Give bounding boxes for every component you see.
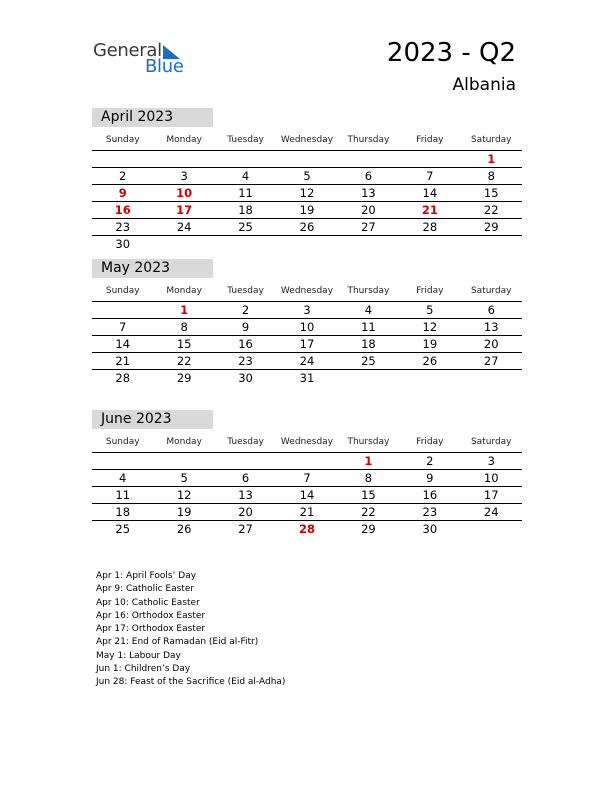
weekday-label: Wednesday: [280, 135, 334, 145]
day-cell: 15: [361, 488, 376, 502]
day-cell: 18: [238, 203, 253, 217]
holiday-note: Jun 1: Children’s Day: [96, 664, 191, 675]
holiday-day-cell: 1: [487, 152, 496, 166]
logo-general-text: General: [93, 40, 162, 61]
day-cell: [276, 453, 337, 469]
day-cell: 14: [115, 337, 131, 351]
holiday-note: Apr 10: Catholic Easter: [96, 597, 200, 608]
month-calendar: [92, 108, 522, 252]
day-cell: [338, 236, 399, 252]
weekday-label: Saturday: [470, 286, 512, 296]
day-cell: 26: [422, 354, 438, 368]
day-cell: 13: [238, 488, 253, 502]
week-row: [92, 504, 522, 521]
day-cell: 13: [483, 320, 499, 334]
weekday-label: Sunday: [105, 286, 140, 296]
weekday-label: Thursday: [347, 286, 390, 296]
day-cell: 16: [422, 488, 438, 502]
day-cell: 30: [115, 237, 131, 251]
day-cell: 17: [299, 337, 315, 351]
page-title: 2023 - Q2: [386, 38, 516, 68]
day-cell: 4: [119, 471, 127, 485]
weekday-header-row: [92, 281, 522, 302]
day-cell: 11: [238, 186, 253, 200]
week-row: [92, 470, 522, 487]
holiday-day-cell: 21: [421, 203, 438, 217]
weekday-label: Thursday: [347, 437, 390, 447]
holiday-day-cell: 17: [176, 203, 193, 217]
day-cell: 18: [361, 337, 376, 351]
day-cell: 27: [483, 354, 499, 368]
day-cell: 8: [364, 471, 373, 485]
day-cell: 7: [303, 471, 311, 485]
week-row: [92, 521, 522, 537]
weekday-label: Monday: [166, 286, 202, 296]
day-cell: 30: [238, 371, 253, 385]
day-cell: 2: [241, 303, 250, 317]
holiday-day-cell: 1: [180, 303, 189, 317]
day-cell: 4: [364, 303, 373, 317]
day-cell: 29: [361, 522, 376, 536]
month-title: June 2023: [92, 410, 213, 429]
holiday-note: Jun 28: Feast of the Sacrifice (Eid al-Adha): [96, 677, 286, 688]
day-cell: [92, 151, 153, 167]
month-calendar: [92, 259, 522, 386]
day-cell: 7: [119, 320, 127, 334]
weekday-label: Monday: [166, 437, 202, 447]
weekday-label: Saturday: [470, 437, 512, 447]
day-cell: 10: [483, 471, 499, 485]
day-cell: 29: [483, 220, 499, 234]
week-row: [92, 453, 522, 470]
day-cell: [461, 236, 522, 252]
week-row: [92, 202, 522, 219]
day-cell: 3: [180, 169, 188, 183]
weekday-label: Friday: [416, 437, 444, 447]
day-cell: 26: [299, 220, 315, 234]
holiday-note: May 1: Labour Day: [96, 650, 181, 661]
week-row: [92, 336, 522, 353]
day-cell: 23: [422, 505, 438, 519]
day-cell: [92, 302, 153, 318]
day-cell: 12: [176, 488, 192, 502]
day-cell: 26: [176, 522, 192, 536]
holiday-day-cell: 28: [298, 522, 315, 536]
logo: [93, 40, 193, 80]
day-cell: 12: [422, 320, 438, 334]
day-cell: 19: [176, 505, 192, 519]
day-cell: 18: [115, 505, 131, 519]
day-cell: 8: [180, 320, 188, 334]
day-cell: 2: [426, 454, 434, 468]
day-cell: 14: [299, 488, 315, 502]
day-cell: 5: [426, 303, 434, 317]
day-cell: 7: [426, 169, 434, 183]
weekday-label: Saturday: [470, 135, 512, 145]
holiday-note: Apr 16: Orthodox Easter: [96, 610, 206, 621]
holiday-note: Apr 21: End of Ramadan (Eid al-Fitr): [96, 637, 259, 648]
weekday-label: Sunday: [105, 437, 140, 447]
day-cell: [399, 370, 460, 386]
holiday-day-cell: 16: [114, 203, 131, 217]
day-cell: 6: [487, 303, 495, 317]
day-cell: [153, 236, 214, 252]
day-cell: [461, 521, 522, 537]
day-cell: [153, 151, 214, 167]
week-row: [92, 487, 522, 504]
day-cell: 24: [299, 354, 315, 368]
holiday-note: Apr 17: Orthodox Easter: [96, 624, 206, 635]
day-cell: 30: [422, 522, 438, 536]
holiday-note: Apr 1: April Fools’ Day: [96, 571, 197, 581]
day-cell: 25: [115, 522, 131, 536]
day-cell: 24: [483, 505, 499, 519]
day-cell: [338, 370, 399, 386]
day-cell: 11: [115, 488, 131, 502]
day-cell: 27: [361, 220, 376, 234]
day-cell: [215, 236, 276, 252]
week-row: [92, 370, 522, 386]
day-cell: 14: [422, 186, 438, 200]
day-cell: 11: [361, 320, 376, 334]
day-cell: 9: [241, 320, 250, 334]
week-row: [92, 319, 522, 336]
weekday-header-row: [92, 130, 522, 151]
day-cell: 25: [361, 354, 376, 368]
day-cell: 27: [238, 522, 253, 536]
day-cell: [215, 453, 276, 469]
day-cell: [153, 453, 214, 469]
weekday-label: Sunday: [105, 135, 140, 145]
day-cell: 10: [299, 320, 315, 334]
holiday-notes: [96, 570, 285, 690]
day-cell: 5: [303, 169, 311, 183]
day-cell: [338, 151, 399, 167]
day-cell: [399, 236, 460, 252]
weekday-header-row: [92, 432, 522, 453]
month-calendar: [92, 410, 522, 537]
weekday-label: Friday: [416, 135, 444, 145]
day-cell: 22: [361, 505, 376, 519]
day-cell: 9: [426, 471, 434, 485]
day-cell: 20: [238, 505, 253, 519]
day-cell: 23: [238, 354, 253, 368]
day-cell: 4: [241, 169, 250, 183]
country-name: Albania: [452, 75, 516, 95]
day-cell: 5: [180, 471, 188, 485]
holiday-day-cell: 9: [118, 186, 127, 200]
day-cell: 12: [299, 186, 315, 200]
day-cell: 23: [115, 220, 131, 234]
month-title: April 2023: [92, 108, 213, 127]
logo-blue-text: Blue: [145, 56, 184, 77]
day-cell: 25: [238, 220, 253, 234]
weekday-label: Tuesday: [227, 286, 264, 296]
week-row: [92, 353, 522, 370]
weekday-label: Friday: [416, 286, 444, 296]
week-row: [92, 168, 522, 185]
day-cell: 6: [241, 471, 250, 485]
day-cell: 19: [422, 337, 438, 351]
weekday-label: Tuesday: [227, 135, 264, 145]
day-cell: 3: [487, 454, 495, 468]
day-cell: 3: [303, 303, 311, 317]
weekday-label: Monday: [166, 135, 202, 145]
day-cell: 22: [483, 203, 499, 217]
week-row: [92, 219, 522, 236]
holiday-note: Apr 9: Catholic Easter: [96, 584, 195, 595]
day-cell: 15: [483, 186, 499, 200]
day-cell: [399, 151, 460, 167]
day-cell: 31: [299, 371, 315, 385]
day-cell: 6: [364, 169, 373, 183]
day-cell: 20: [361, 203, 376, 217]
day-cell: [215, 151, 276, 167]
day-cell: 22: [176, 354, 192, 368]
month-title: May 2023: [92, 259, 213, 278]
holiday-day-cell: 1: [364, 454, 373, 468]
day-cell: 8: [487, 169, 495, 183]
day-cell: 15: [176, 337, 192, 351]
day-cell: 24: [176, 220, 192, 234]
day-cell: 13: [361, 186, 376, 200]
week-row: [92, 185, 522, 202]
week-row: [92, 151, 522, 168]
day-cell: 16: [238, 337, 253, 351]
day-cell: [276, 236, 337, 252]
day-cell: [92, 453, 153, 469]
weekday-label: Wednesday: [280, 437, 334, 447]
weekday-label: Tuesday: [227, 437, 264, 447]
weekday-label: Thursday: [347, 135, 390, 145]
day-cell: 21: [299, 505, 315, 519]
week-row: [92, 302, 522, 319]
day-cell: [276, 151, 337, 167]
day-cell: 19: [299, 203, 315, 217]
day-cell: 29: [176, 371, 192, 385]
weekday-label: Wednesday: [280, 286, 334, 296]
day-cell: 28: [422, 220, 438, 234]
holiday-day-cell: 10: [176, 186, 193, 200]
day-cell: 21: [115, 354, 131, 368]
week-row: [92, 236, 522, 252]
day-cell: 28: [115, 371, 131, 385]
day-cell: 2: [119, 169, 127, 183]
day-cell: 17: [483, 488, 499, 502]
day-cell: 20: [483, 337, 499, 351]
day-cell: [461, 370, 522, 386]
